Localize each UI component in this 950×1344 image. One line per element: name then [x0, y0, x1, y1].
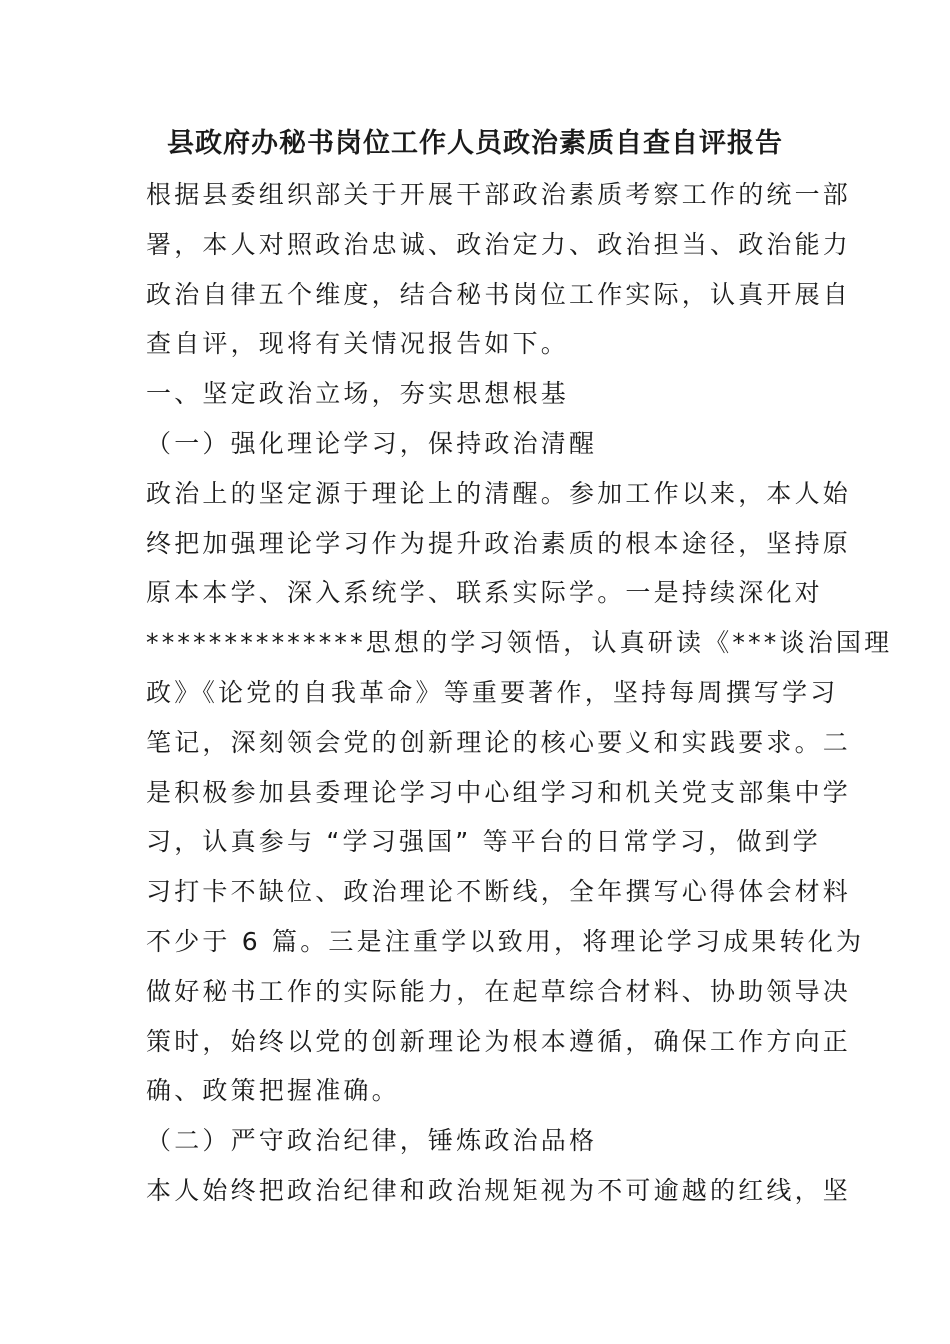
- body-line: **************思想的学习领悟，认真研读《***谈治国理: [146, 628, 893, 658]
- body-line-intro: 查自评，现将有关情况报告如下。: [146, 329, 570, 359]
- body-line: 笔记，深刻领会党的创新理论的核心要义和实践要求。二: [146, 727, 852, 757]
- document-title: 县政府办秘书岗位工作人员政治素质自查自评报告: [167, 128, 783, 159]
- subsection-heading-2: （二）严守政治纪律，锤炼政治品格: [146, 1126, 598, 1156]
- body-line: 本人始终把政治纪律和政治规矩视为不可逾越的红线，坚: [146, 1175, 852, 1205]
- body-line: 做好秘书工作的实际能力，在起草综合材料、协助领导决: [146, 976, 852, 1006]
- body-line: 习打卡不缺位、政治理论不断线，全年撰写心得体会材料: [146, 877, 852, 907]
- body-line: 不少于 6 篇。三是注重学以致用，将理论学习成果转化为: [146, 926, 865, 956]
- body-line: 是积极参加县委理论学习中心组学习和机关党支部集中学: [146, 777, 852, 807]
- body-line-intro: 政治自律五个维度，结合秘书岗位工作实际，认真开展自: [146, 279, 852, 309]
- body-line-intro: 署，本人对照政治忠诚、政治定力、政治担当、政治能力: [146, 229, 852, 259]
- body-line: 政治上的坚定源于理论上的清醒。参加工作以来，本人始: [146, 478, 852, 508]
- body-line: 确、政策把握准确。: [146, 1076, 400, 1106]
- body-line-intro: 根据县委组织部关于开展干部政治素质考察工作的统一部: [146, 180, 852, 209]
- body-line: 终把加强理论学习作为提升政治素质的根本途径，坚持原: [146, 528, 852, 558]
- section-heading-1: 一、坚定政治立场，夯实思想根基: [146, 379, 570, 409]
- body-line: 习，认真参与 “学习强国” 等平台的日常学习，做到学: [146, 827, 821, 857]
- subsection-heading-1: （一）强化理论学习，保持政治清醒: [146, 428, 598, 458]
- body-line: 原本本学、深入系统学、联系实际学。一是持续深化对: [146, 578, 823, 608]
- document-body: [146, 170, 893, 1216]
- body-line: 政》《论党的自我革命》等重要著作，坚持每周撰写学习: [146, 677, 839, 707]
- body-line: 策时，始终以党的创新理论为根本遵循，确保工作方向正: [146, 1026, 852, 1056]
